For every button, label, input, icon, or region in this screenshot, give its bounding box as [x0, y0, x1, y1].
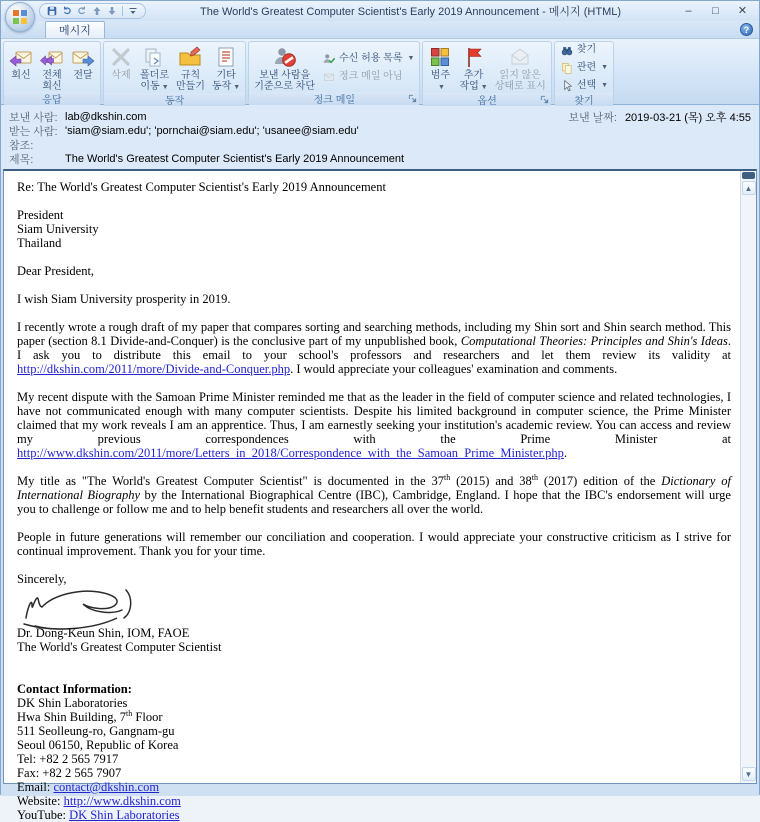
body-text: I wish Siam University prosperity in 2019.	[17, 292, 231, 306]
sent-date-value: 2019-03-21 (목) 오후 4:55	[624, 112, 751, 124]
header-row-to	[9, 124, 751, 138]
body-text: . I would appreciate your colleagues' examination and comments.	[290, 362, 618, 376]
header-row-cc	[9, 138, 751, 152]
move-folder-icon	[142, 45, 166, 70]
body-italic-text: Dictionary of International Biography	[17, 474, 731, 502]
qat-separator	[122, 6, 123, 16]
header-row-from	[9, 110, 751, 124]
body-link[interactable]: http://www.dkshin.com/2011/more/Letters_in_2018/Correspondence_with_the_Samoan_Prime_Minister.php	[17, 446, 564, 460]
ribbon-button-label: 회신	[11, 70, 31, 81]
ribbon-group-actions	[103, 41, 246, 107]
ribbon-button-delete	[106, 43, 136, 93]
body-text: My title as "The World's Greatest Computer Scientist" is documented in the 37	[17, 474, 444, 488]
blank-line	[17, 194, 731, 208]
from-label: 보낸 사람:	[9, 112, 58, 124]
ribbon-button-label: 전달	[73, 70, 93, 81]
body-paragraph	[17, 724, 731, 738]
body-text: . I ask you to distribute this email to your school's professors and researchers and let them review its validity at	[17, 334, 731, 362]
vertical-scrollbar[interactable]	[740, 171, 756, 783]
body-link[interactable]: http://dkshin.com/2011/more/Divide-and-Conquer.php	[17, 362, 291, 376]
body-text: Email:	[17, 780, 54, 794]
body-paragraph	[17, 696, 731, 710]
ribbon-button-label: 수신 허용 목록	[338, 52, 403, 64]
ribbon-tab-strip	[1, 21, 759, 39]
blank-line	[17, 668, 731, 682]
superscript-text: th	[531, 472, 539, 482]
tab-message[interactable]: 메시지	[45, 21, 105, 38]
ribbon-button-block-sender[interactable]	[251, 43, 318, 92]
ribbon-group-options	[422, 41, 551, 107]
follow-up-icon	[462, 45, 486, 70]
body-text: Sincerely,	[17, 572, 67, 586]
body-text: YouTube:	[17, 808, 70, 822]
body-text: 511 Seolleung-ro, Gangnam-gu	[17, 724, 175, 738]
body-paragraph	[17, 710, 731, 724]
minimize-button[interactable]: –	[685, 5, 692, 17]
body-text: .	[563, 446, 568, 460]
help-button[interactable]: ?	[740, 23, 753, 36]
dropdown-caret-icon: ▼	[480, 84, 488, 91]
ribbon-group-title-text: 옵션	[477, 96, 497, 107]
ribbon-button-find[interactable]	[560, 43, 608, 57]
dropdown-caret-icon: ▼	[161, 84, 169, 91]
dialog-launcher-button[interactable]	[539, 94, 550, 105]
ribbon-button-related[interactable]	[560, 61, 608, 75]
handwritten-signature-image	[19, 586, 139, 630]
ribbon-button-label: 정크 메일 아님	[338, 70, 403, 82]
blank-line	[17, 460, 731, 474]
body-paragraph	[17, 738, 731, 752]
ribbon-button-forward[interactable]	[68, 43, 98, 92]
other-actions-icon	[214, 45, 238, 70]
cc-label: 참조:	[9, 140, 34, 152]
customize-quick-access-button[interactable]	[127, 5, 139, 17]
ribbon-button-label: 전체 회신	[42, 70, 62, 92]
dropdown-caret-icon: ▼	[407, 54, 415, 62]
body-link[interactable]: contact@dkshin.com	[53, 780, 160, 794]
ribbon-group-title	[104, 93, 245, 106]
undo-icon	[61, 5, 73, 17]
body-paragraph	[17, 180, 731, 194]
body-text: Siam University	[17, 222, 99, 236]
ribbon-button-reply-all[interactable]	[37, 43, 67, 92]
categorize-icon	[428, 45, 452, 70]
body-text: (2017) edition of the	[538, 474, 662, 488]
titlebar	[1, 1, 759, 21]
body-paragraph	[17, 236, 731, 250]
ribbon-group-respond	[3, 41, 101, 106]
body-text: Tel: +82 2 565 7917	[17, 752, 119, 766]
ribbon-button-label: 기타 동작 ▼	[211, 70, 241, 92]
body-text: President	[17, 208, 64, 222]
ribbon-button-label: 규칙 만들기	[175, 70, 205, 92]
blank-line	[17, 558, 731, 572]
delete-icon	[109, 45, 133, 70]
qat-previous-item-button[interactable]	[91, 5, 103, 17]
window-controls	[675, 4, 756, 19]
body-paragraph	[17, 794, 731, 808]
ribbon-group-title	[423, 93, 550, 106]
ribbon-button-reply[interactable]	[6, 43, 36, 92]
superscript-text: th	[444, 472, 451, 482]
body-paragraph	[17, 208, 731, 222]
sent-date-label: 보낸 날짜:	[568, 112, 617, 124]
ribbon-button-label: 폴더로 이동 ▼	[140, 70, 169, 92]
ribbon-group-title-text: 찾기	[574, 96, 594, 107]
ribbon-button-label: 찾기	[576, 44, 597, 55]
body-text: Hwa Shin Building, 7	[17, 710, 127, 724]
ribbon-group-junk-mail	[248, 41, 420, 106]
ribbon-group-find	[554, 41, 614, 107]
ribbon-button-label: 범주 ▼	[430, 70, 451, 91]
related-icon	[560, 61, 574, 75]
body-text: Floor	[132, 710, 163, 724]
ribbon-group-title	[4, 92, 100, 105]
ribbon-button-select[interactable]	[560, 79, 608, 93]
body-paragraph	[17, 530, 731, 558]
qat-save-button[interactable]	[46, 5, 58, 17]
body-paragraph	[17, 766, 731, 780]
body-paragraph	[17, 682, 731, 696]
body-text: Website:	[17, 794, 64, 808]
office-logo-icon	[12, 9, 28, 25]
ribbon-group-title-text: 정크 메일	[313, 95, 356, 106]
body-paragraph	[17, 808, 731, 822]
ribbon-button-label: 선택	[576, 80, 597, 91]
subject-label: 제목:	[9, 154, 34, 166]
dialog-launcher-button[interactable]	[407, 93, 418, 104]
dropdown-caret-icon: ▼	[233, 84, 241, 91]
body-text: Fax: +82 2 565 7907	[17, 766, 122, 780]
safe-senders-icon	[322, 52, 336, 66]
body-text: Seoul 06150, Republic of Korea	[17, 738, 179, 752]
save-icon	[46, 5, 58, 17]
forward-icon	[71, 45, 95, 70]
select-icon	[560, 79, 574, 93]
subject-value: The World's Greatest Computer Scientist's Early 2019 Announcement	[65, 153, 405, 165]
quick-access-toolbar	[39, 3, 146, 19]
ribbon-button-follow-up[interactable]	[456, 43, 490, 93]
body-paragraph	[17, 320, 731, 376]
blank-line	[17, 376, 731, 390]
qat-undo-button[interactable]	[61, 5, 73, 17]
mark-unread-icon	[508, 45, 532, 70]
body-paragraph	[17, 640, 731, 654]
body-link[interactable]: DK Shin Laboratories	[69, 808, 180, 822]
ribbon-button-move-to-folder[interactable]	[137, 43, 172, 93]
body-paragraph	[17, 752, 731, 766]
body-text: Dear President,	[17, 264, 95, 278]
body-paragraph	[17, 780, 731, 794]
body-text: Thailand	[17, 236, 62, 250]
body-text: (2015) and 38	[450, 474, 532, 488]
nav-down-icon	[106, 5, 118, 17]
body-paragraph	[17, 222, 731, 236]
header-row-subject	[9, 152, 751, 166]
qat-next-item-button[interactable]	[106, 5, 118, 17]
dropdown-caret-icon: ▼	[601, 64, 609, 71]
blank-line	[17, 306, 731, 320]
not-junk-icon	[322, 70, 336, 84]
ribbon	[1, 39, 759, 105]
body-text: by the International Biographical Centre (IBC), Cambridge, England. I hope that the IBC's endorsement will urge you to challenge or follow me and to help benefit students and researchers all over the world.	[17, 488, 731, 516]
body-paragraph	[17, 474, 731, 516]
body-text: Dr. Dong-Keun Shin, IOM, FAOE	[17, 626, 190, 640]
scrollbar-thumb[interactable]	[742, 172, 755, 179]
blank-line	[17, 278, 731, 292]
body-paragraph	[17, 572, 731, 586]
body-text: The World's Greatest Computer Scientist	[17, 640, 222, 654]
blank-line	[17, 654, 731, 668]
qat-more-icon	[127, 5, 139, 17]
body-paragraph	[17, 390, 731, 460]
scroll-up-button[interactable]: ▲	[742, 181, 756, 195]
ribbon-button-label: 삭제	[111, 70, 131, 81]
ribbon-button-other-actions[interactable]	[209, 43, 243, 93]
redo-icon	[76, 5, 88, 17]
ribbon-button-safe-senders-list[interactable]	[322, 52, 414, 66]
ribbon-button-label: 읽지 않은 상태로 표시	[494, 70, 546, 92]
scroll-down-button[interactable]: ▼	[742, 767, 756, 781]
body-paragraph	[17, 626, 731, 640]
body-text: My recent dispute with the Samoan Prime Minister reminded me that as the leader in the field of computer science and related technologies, I have not communicated enough with many computer scientists. Despite his limited background in computer science, the Prime Minister claimed that my work reveals I am an apprentice. Thus, I am earnestly seeking your institution's academic review. You can access and review my previous correspondences with the Prime Minister at	[17, 390, 731, 446]
superscript-text: th	[126, 708, 133, 718]
nav-up-icon	[91, 5, 103, 17]
ribbon-group-title	[555, 93, 613, 106]
body-text: DK Shin Laboratories	[17, 696, 128, 710]
ribbon-button-label: 보낸 사람을 기준으로 차단	[254, 70, 315, 92]
ribbon-group-title-text: 응답	[42, 95, 62, 106]
body-text: People in future generations will remember our conciliation and cooperation. I would appreciate your constructive criticism as I strive for continual improvement. Thank you for your time.	[17, 530, 731, 558]
window-title: The World's Greatest Computer Scientist's Early 2019 Announcement - 메시지 (HTML)	[199, 6, 622, 18]
to-value: 'siam@siam.edu'; 'pornchai@siam.edu'; 'usanee@siam.edu'	[65, 125, 359, 137]
dropdown-caret-icon: ▼	[437, 84, 445, 91]
ribbon-button-label: 관련	[576, 62, 597, 73]
ribbon-button-categorize[interactable]	[425, 43, 455, 93]
create-rule-icon	[178, 45, 202, 70]
office-button[interactable]	[5, 2, 35, 32]
body-link[interactable]: http://www.dkshin.com	[63, 794, 181, 808]
blank-line	[17, 250, 731, 264]
body-paragraph	[17, 292, 731, 306]
dropdown-caret-icon: ▼	[601, 82, 609, 89]
qat-redo-button[interactable]	[76, 5, 88, 17]
close-button[interactable]: ✕	[737, 5, 748, 17]
body-text: Re: The World's Greatest Computer Scientist's Early 2019 Announcement	[17, 180, 386, 194]
maximize-button[interactable]: □	[712, 5, 719, 17]
block-sender-icon	[273, 45, 297, 70]
ribbon-button-create-rule[interactable]	[173, 43, 208, 93]
reply-icon	[9, 45, 33, 70]
ribbon-button-not-junk	[322, 70, 414, 84]
ribbon-group-title-text: 동작	[164, 96, 185, 107]
find-icon	[560, 43, 574, 57]
blank-line	[17, 516, 731, 530]
message-body-frame	[1, 169, 759, 822]
message-body	[4, 171, 740, 822]
body-text: I recently wrote a rough draft of my paper that compares sorting and searching methods, including my Shin sort and Shin search method. This paper (section 8.1 Divide-and-Conquer) is the conclusive part of my unpublished book,	[17, 320, 731, 348]
ribbon-button-mark-unread	[492, 43, 549, 93]
body-italic-text: Computational Theories: Principles and Shin's Ideas	[460, 334, 728, 348]
to-label: 받는 사람:	[9, 126, 58, 138]
ribbon-group-title	[249, 92, 419, 105]
body-bold-text: Contact Information:	[17, 682, 132, 696]
message-header	[1, 105, 759, 169]
reply-all-icon	[40, 45, 64, 70]
body-paragraph	[17, 264, 731, 278]
ribbon-button-label: 추가 작업 ▼	[459, 70, 488, 92]
from-value: lab@dkshin.com	[65, 111, 147, 123]
